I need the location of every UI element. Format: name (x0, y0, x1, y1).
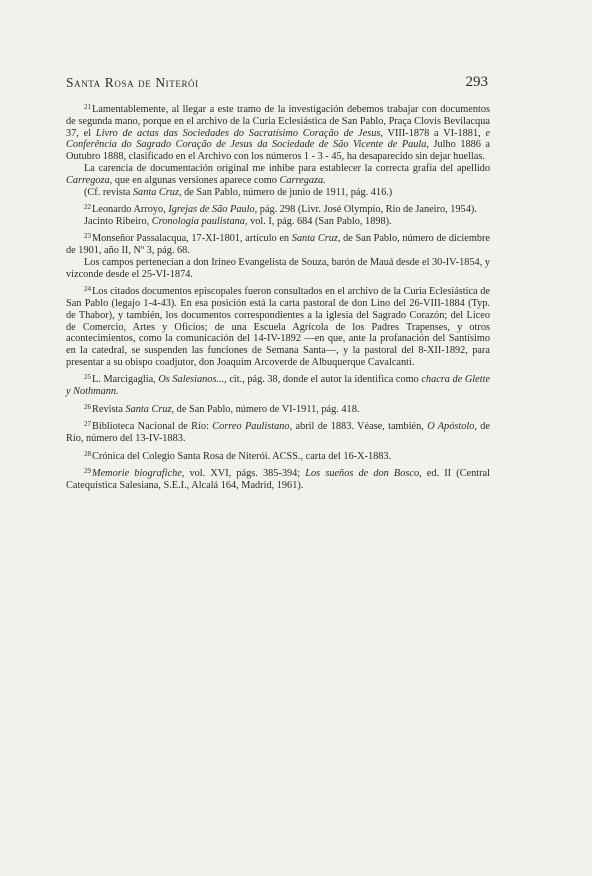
footnote (66, 104, 490, 198)
footnote-text: vol. I, pág. 684 (San Pablo, 1898). (247, 215, 392, 227)
footnote-number: 26 (84, 402, 91, 411)
italic-text: Livro de actas das Sociedades do Sacratísimo Coração de Jesus, (95, 127, 383, 139)
footnote-number: 21 (84, 103, 91, 111)
footnotes-section (66, 104, 490, 497)
footnote (66, 286, 490, 369)
italic-text: Carregoza, (66, 174, 113, 186)
footnote-paragraph (66, 187, 490, 199)
italic-text: chacra de Glette y Nothmann. (66, 374, 491, 398)
footnote (66, 468, 490, 492)
italic-text: Santa Cruz, (125, 403, 175, 415)
footnote-text: de San Pablo, número de diciembre de 1901, año II, Nº 3, pág. 68. (66, 233, 490, 257)
footnote-text: Julho 1886 a Outubro 1888, clasificado en el Archivo con los números 1 - 3 - 45, ha desaparecido sin dejar huellas. (66, 139, 490, 163)
footnote (66, 404, 490, 416)
italic-text: e Conferência do Sagrado Coração de Jesus da Sociedade de São Vicente de Paula, (66, 127, 491, 151)
footnote-text: Los campos pertenecían a don Irineo Evangelista de Souza, barón de Mauá desde el 30-IV-1854, y vizconde desde el 25-VI-1874. (66, 256, 490, 280)
footnote-number: 29 (84, 467, 91, 476)
footnote-text: de Río, número del 13-IV-1883. (66, 421, 490, 445)
footnote-text: ed. II (Central Catequística Salesiana, S.E.I., Alcalá 164, Madrid, 1961). (66, 468, 490, 491)
footnote-paragraph (66, 468, 490, 492)
footnote-number: 25 (84, 373, 91, 382)
italic-text: Memorie biografiche, (92, 468, 185, 480)
footnote-paragraph (66, 163, 490, 187)
running-title: Santa Rosa de Niterói (66, 75, 199, 90)
footnote-number: 23 (84, 232, 91, 241)
footnote-text: Los citados documentos episcopales fueron consultados en el archivo de la Curia Eclesiástica de San Pablo (legajo 1-4-43). En esa posición está la carta pastoral de don Lino del 26-VIII-1884 (Typ. de Thabor), y también, los documentos correspondientes a la iglesia del Sagrado Corazón; del Liceo de Comercio, Artes y Oficios; de una Escuela Agrícola de los Padres Trapenses, y otros acontecimientos, como la comunicación del 14-IV-1892 —en que, ante la profanación del Santísimo en la catedral, se suspenden las funciones de Semana Santa—, y la pastoral del 8-XII-1892, para presentar a su obispo coadjutor, don Joaquim Arcoverde de Albuquerque Cavalcanti. (66, 286, 490, 368)
footnote-text: Lamentablemente, al llegar a este tramo de la investigación debemos trabajar con documentos de segunda mano, porque en el archivo de la Curia Eclesiástica de San Pablo, Praça Clovis Bevilacqua 37, el (66, 104, 490, 139)
footnote-text: que en algunas versiones aparece como (112, 174, 280, 186)
footnote-text: Leonardo Arroyo, (92, 204, 169, 216)
italic-text: Correo Paulistano, (212, 421, 293, 433)
footnote-paragraph (66, 233, 490, 257)
footnote-paragraph (66, 104, 490, 163)
footnote-text: Biblioteca Nacional de Río: (92, 421, 213, 433)
footnote-text: Crónica del Colegio Santa Rosa de Niterói. ACSS., carta del 16-X-1883. (92, 450, 392, 462)
footnote-text: de San Pablo, número de junio de 1911, pág. 416.) (181, 186, 393, 198)
footnote-text: L. Marcigaglia, (92, 374, 159, 386)
footnote-paragraph (66, 204, 490, 216)
footnote-text: Monseñor Passalacqua, 17-XI-1801, artículo en (92, 233, 292, 245)
footnote-paragraph (66, 374, 490, 398)
footnote-paragraph (66, 286, 490, 369)
footnote-text: de San Pablo, número de VI-1911, pág. 418. (174, 403, 360, 415)
italic-text: Igrejas de São Paulo, (168, 204, 258, 216)
italic-text: O Apóstolo, (427, 421, 477, 433)
footnote-text: Revista (92, 403, 126, 415)
footnote-number: 22 (84, 203, 91, 212)
footnote (66, 233, 490, 280)
footnote-text: (Cf. revista (84, 186, 133, 198)
footnote-text: VIII-1878 a VI-1881, (382, 127, 486, 139)
footnote (66, 374, 490, 398)
footnote-number: 24 (84, 285, 91, 294)
footnote-number: 27 (84, 420, 91, 429)
italic-text: Cronologia paulistana, (151, 215, 248, 227)
page-number: 293 (465, 74, 488, 90)
footnote-text: Jacinto Ribeiro, (84, 215, 152, 227)
footnote (66, 204, 490, 228)
footnote-text: abril de 1883. Véase, también, (292, 421, 428, 433)
footnote-text: vol. XVI, págs. 385-394; (184, 468, 306, 480)
footnote-paragraph (66, 216, 490, 228)
italic-text: Santa Cruz, (132, 186, 182, 198)
footnote-paragraph (66, 404, 490, 416)
footnote-text: cit., pág. 38, donde el autor la identifica como (226, 374, 422, 386)
running-head (66, 75, 488, 91)
italic-text: Santa Cruz, (291, 233, 341, 245)
footnote (66, 451, 490, 463)
italic-text: Carregaza. (279, 174, 326, 186)
footnote-paragraph (66, 421, 490, 445)
footnote-paragraph (66, 451, 490, 463)
footnote-paragraph (66, 257, 490, 281)
footnote-text: La carencia de documentación original me inhibe para establecer la correcta grafía del apellido (84, 162, 490, 174)
italic-text: Los sueños de don Bosco, (305, 468, 422, 480)
footnote-text: pág. 298 (Livr. José Olympio, Río de Janeiro, 1954). (257, 204, 477, 216)
italic-text: Os Salesianos..., (158, 374, 227, 386)
footnote (66, 421, 490, 445)
footnote-number: 28 (84, 449, 91, 458)
